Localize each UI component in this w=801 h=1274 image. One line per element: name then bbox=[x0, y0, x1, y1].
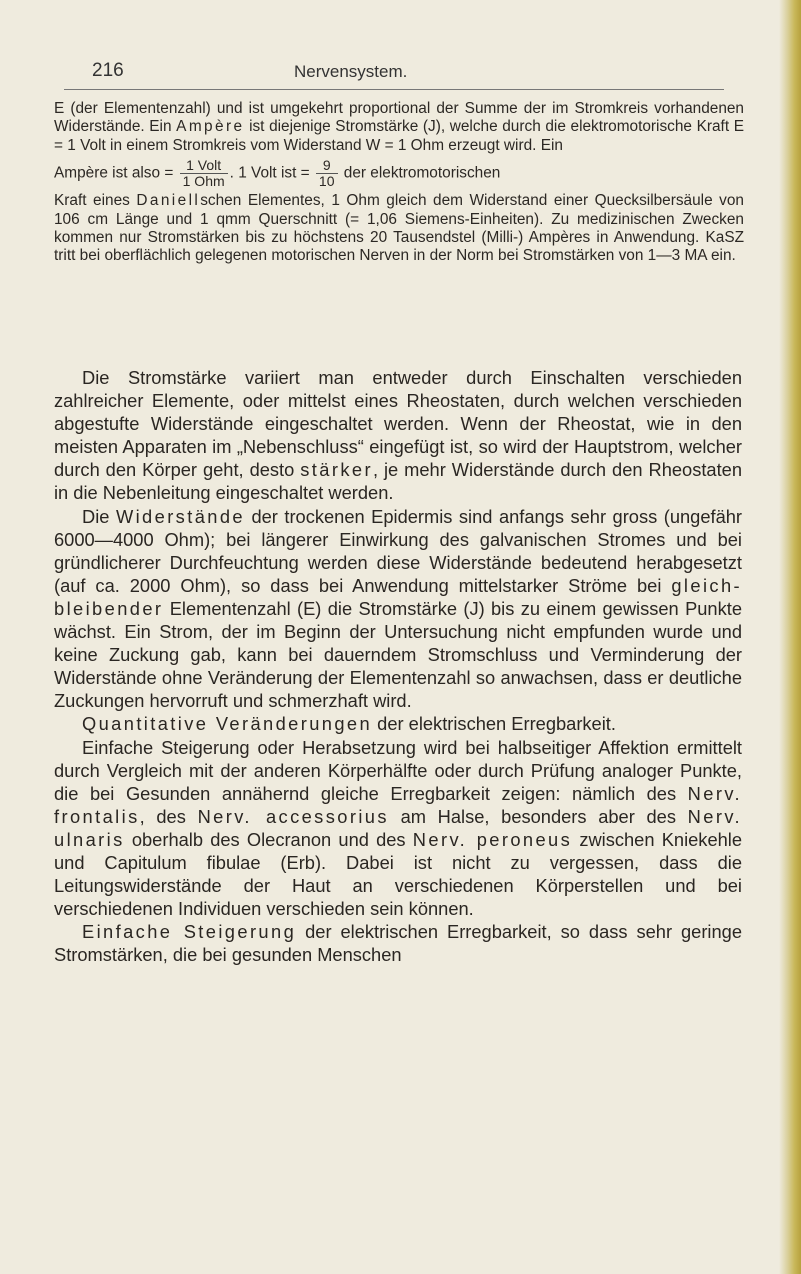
small-paragraph-1: E (der Elementenzahl) und ist umgekehrt proportional der Summe der im Stromkreis vorhandenen Widerstände. Ein Ampère ist diejenige Stromstärke (J), welche durch die elektromotorische Kraft E = 1 Volt in einem Stromkreis vom Widerstand W = 1 Ohm erzeugt wird. Ein bbox=[54, 100, 744, 154]
nerve-peroneus: Nerv. peroneus bbox=[412, 828, 573, 850]
fraction-volt-ohm: $\frac{\text{1 Volt}}{\text{1 Ohm}}$ bbox=[180, 158, 228, 189]
formula-line: Ampère ist also = $\frac{\text{1 Volt}}{\text{1 Ohm}}$ . 1 Volt ist = $\frac{9}{10}$ der elektromotorischen bbox=[54, 157, 501, 190]
small-print-section bbox=[54, 100, 744, 266]
nerve-ulnaris: Nerv. ulnaris bbox=[54, 805, 742, 850]
paragraph-stromstaerke: Die Stromstärke variiert man entweder durch Einschalten verschieden zahlreicher Elemente, oder mittelst eines Rheostaten, durch welchen verschieden abgestufte Widerstände eingeschaltet werden. Wenn der Rheostat, wie in den meisten Apparaten im „Nebenschluss“ eingefügt ist, so wird der Hauptstrom, welcher durch den Körper geht, desto stärker, je mehr Widerstände durch den Rheostaten in die Nebenleitung eingeschaltet werden. bbox=[54, 367, 742, 504]
ampere-term: Ampère bbox=[176, 118, 245, 136]
paragraph-einfache-steigerung-2: Einfache Steigerung der elektrischen Erregbarkeit, so dass sehr geringe Stromstärken, die bei gesunden Menschen bbox=[54, 921, 742, 966]
main-text bbox=[54, 366, 742, 966]
nerve-frontalis: Nerv. frontalis bbox=[54, 782, 742, 827]
section-heading-quantitative: Quantitative Veränderungen der elektrischen Erregbarkeit. bbox=[82, 713, 616, 735]
small-paragraph-2: Kraft eines Daniellschen Elementes, 1 Ohm gleich dem Widerstand einer Quecksilbersäule von 106 cm Länge und 1 qmm Querschnitt (= 1,06 Siemens-Einheiten). Zu medizinischen Zwecken kommen nur Stromstärken bis zu höchstens 20 Tausendstel (Milli-) Ampères in Anwendung. KaSZ tritt bei oberflächlich gelegenen motorischen Nerven in der Norm bei Stromstärken von 1—3 MA ein. bbox=[54, 192, 744, 265]
nerve-accessorius: Nerv. accessorius bbox=[197, 805, 389, 827]
page-edge bbox=[779, 0, 801, 1274]
daniell-term: Daniell bbox=[136, 192, 201, 210]
header-rule bbox=[64, 89, 724, 90]
emphasis-gleichbleibender: gleich-bleibender bbox=[54, 574, 742, 619]
page-number: 216 bbox=[92, 60, 124, 81]
emphasis-staerker: stärker bbox=[300, 459, 373, 481]
paragraph-widerstaende: Die Widerstände der trockenen Epidermis sind anfangs sehr gross (ungefähr 6000—4000 Ohm); bei längerer Einwirkung des galvanischen Stromes und bei gründlicherer Durchfeuchtung werden diese Widerstände bedeutend herabgesetzt (auf ca. 2000 Ohm), so dass bei Anwendung mittelstarker Ströme bei gleich-bleibender Elementenzahl (E) die Stromstärke (J) bis zu einem gewissen Punkte wächst. Ein Strom, der im Beginn der Untersuchung nicht empfunden wurde und keine Zuckung gab, kann bei dauerndem Stromschluss und Verminderung der Widerstände ohne Veränderung der Elementenzahl so anwachsen, dass er deutliche Zuckungen hervorruft und schmerzhaft wird. bbox=[54, 505, 743, 712]
emphasis-einfache-steigerung: Einfache Steigerung bbox=[82, 921, 297, 943]
page-header bbox=[64, 60, 724, 90]
emphasis-quantitative: Quantitative Veränderungen bbox=[82, 713, 373, 735]
paragraph-einfache-steigerung: Einfache Steigerung oder Herabsetzung wird bei halbseitiger Affektion ermittelt durch Vergleich mit der anderen Körperhälfte oder durch Prüfung analoger Punkte, die bei Gesunden annähernd gleiche Erregbarkeit zeigen: nämlich des Nerv. frontalis, des Nerv. accessorius am Halse, besonders aber des Nerv. ulnaris oberhalb des Olecranon und des Nerv. peroneus zwischen Kniekehle und Capitulum fibulae (Erb). Dabei ist nicht zu vergessen, dass die Leitungswiderstände der Haut an verschiedenen Körperstellen und bei verschiedenen Individuen verschieden sein können. bbox=[54, 736, 743, 920]
emphasis-widerstaende: Widerstände bbox=[115, 505, 245, 527]
running-head: Nervensystem. bbox=[294, 62, 408, 81]
fraction-nine-tenths: $\frac{9}{10}$ bbox=[316, 158, 338, 189]
